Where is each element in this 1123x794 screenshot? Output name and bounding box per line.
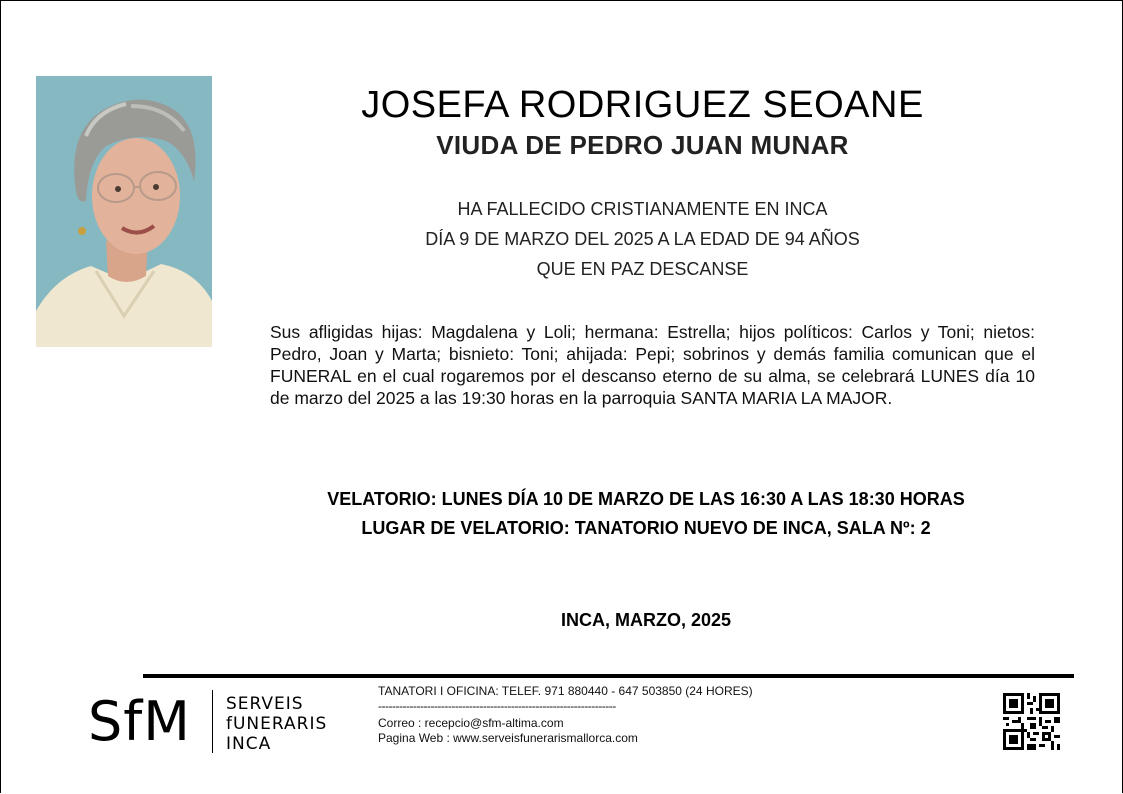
announcement-line-3: QUE EN PAZ DESCANSE xyxy=(536,259,749,279)
footer-separator: -------------------------------------------------------------------- xyxy=(378,699,616,713)
footer-web[interactable]: Pagina Web : www.serveisfunerarismallorca.com xyxy=(378,731,638,745)
deceased-name: JOSEFA RODRIGUEZ SEOANE xyxy=(361,84,924,126)
portrait-illustration xyxy=(36,76,212,347)
footer-divider xyxy=(143,674,1074,678)
place-date: INCA, MARZO, 2025 xyxy=(560,610,732,630)
qr-code-icon[interactable] xyxy=(1003,693,1060,750)
velatorio-place: LUGAR DE VELATORIO: TANATORIO NUEVO DE INCA, SALA Nº: 2 xyxy=(361,518,931,538)
deceased-subtitle: VIUDA DE PEDRO JUAN MUNAR xyxy=(436,130,849,160)
portrait-photo xyxy=(36,76,212,347)
footer-email[interactable]: Correo : recepcio@sfm-altima.com xyxy=(378,716,564,730)
logo-wordmark xyxy=(226,694,327,754)
footer-phone: TANATORI I OFICINA: TELEF. 971 880440 - 647 503850 (24 HORES) xyxy=(378,684,753,698)
logo-line-3: INCA xyxy=(226,734,272,754)
logo-line-1: SERVEIS xyxy=(226,694,304,714)
logo-line-2: fUNERARIS xyxy=(226,714,328,734)
announcement-line-2: DÍA 9 DE MARZO DEL 2025 A LA EDAD DE 94 AÑOS xyxy=(425,229,860,249)
family-notice: Sus afligidas hijas: Magdalena y Loli; hermana: Estrella; hijos políticos: Carlos y Toni; nietos: Pedro, Joan y Marta; bisnieto: Toni; ahijada: Pepi; sobrinos y demás familia comunican que el FUNERAL en el cual rogaremos por el descanso eterno de su alma, se celebrará LUNES día 10 de marzo del 2025 a las 19:30 horas en la parroquia SANTA MARIA LA MAJOR. xyxy=(270,322,1035,408)
logo-mark: SfM xyxy=(88,690,191,753)
velatorio-time: VELATORIO: LUNES DÍA 10 DE MARZO DE LAS 16:30 A LAS 18:30 HORAS xyxy=(327,489,965,509)
announcement-line-1: HA FALLECIDO CRISTIANAMENTE EN INCA xyxy=(457,199,828,219)
logo-separator xyxy=(212,690,213,753)
